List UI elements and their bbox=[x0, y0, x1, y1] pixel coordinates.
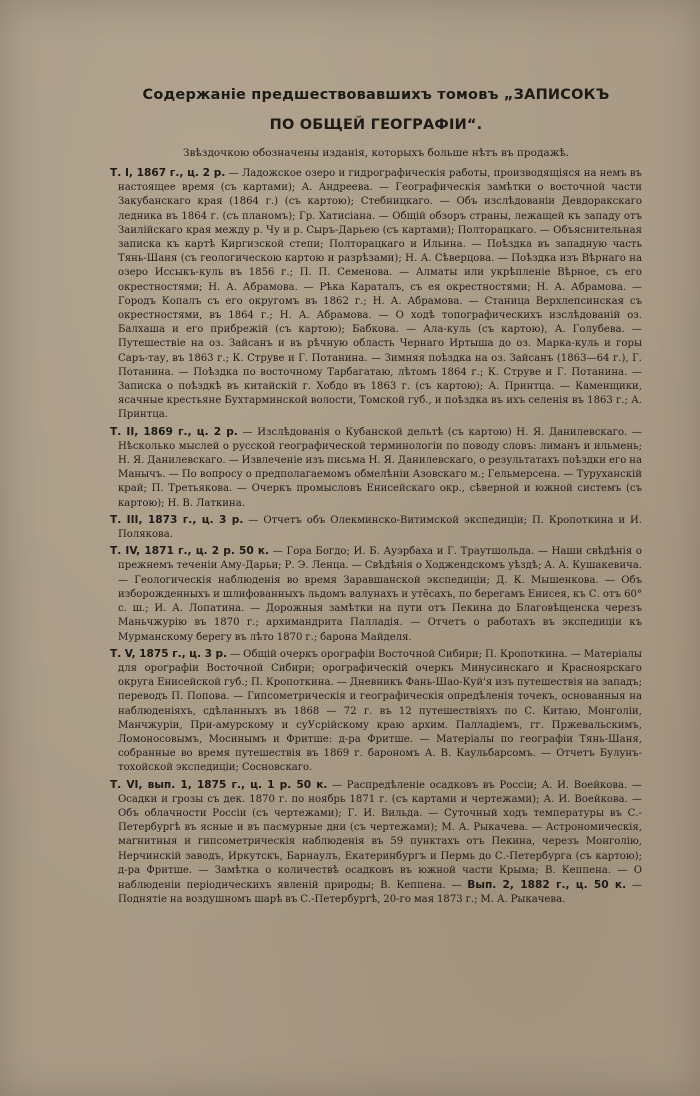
volume-heading-2: Т. II, 1869 г., ц. 2 р. bbox=[110, 425, 238, 438]
issue-contents-6-2: — Поднятіе на воздушномъ шарѣ въ С.-Петербургѣ, 20-го мая 1873 г.; М. А. Рыкачева. bbox=[118, 879, 642, 906]
title-line-2: ПО ОБЩЕЙ ГЕОГРАФІИ“. bbox=[269, 117, 483, 133]
volume-contents-1: — Ладожское озеро и гидрографическія работы, производящіяся на немъ въ настоящее время (съ картами); А. Андреева. — Географическія замѣтки о восточной части Закубанскаго края (1864 г.) (съ картою); Стебницкаго. — Объ изслѣдованіи Девдоракскаго ледника въ 1864 г. (съ планомъ); Гр. Хатисіана. — Общій обзоръ страны, лежащей къ западу отъ Заилійскаго края между р. Чу и р. Сыръ-Дарьею (съ картами); Полторацкаго. — Объяснительная записка къ картѣ Киргизской степи; Полторацкаго и Ильина. — Поѣздка въ западную часть Тянь-Шаня (съ геологическою картою и разрѣзами); Н. А. Сѣверцова. — Поѣздка изъ Вѣрнаго на озеро Иссыкъ-куль въ 1856 г.; П. П. Семенова. — Алматы или укрѣпленіе Вѣрное, съ его окрестностями; Н. А. Абрамова. — Рѣка Караталъ, съ ея окрестностями; Н. А. Абрамова. — Городъ Копалъ съ его округомъ въ 1862 г.; Н. А. Абрамова. — Станица Верхлепсинская съ окрестностями, въ 1864 г.; Н. А. Абрамова. — О ходѣ топографическихъ изслѣдованій оз. Балхаша и его прибрежій (съ картою); Бабкова. — Ала-куль (съ картою), А. Голубева. — Путешествіе на оз. Зайсанъ и въ рѣчную область Чернаго Иртыша до оз. Марка-куль и горы Саръ-тау, въ 1863 г.; К. Струве и Г. Потанина. — Зимняя поѣздка на оз. Зайсанъ (1863—64 г.), Г. Потанина. — Поѣздка по восточному Тарбагатаю, лѣтомъ 1864 г.; К. Струве и Г. Потанина. — Записка о поѣздкѣ въ китайскій г. Хобдо въ 1863 г. (съ картою); А. Принтца. — Каменщики, ясачные крестьяне Бухтарминской волости, Томской губ., и поѣздка въ ихъ селенія въ 1863 г.; А. Принтца. bbox=[118, 168, 642, 421]
volume-heading-6: Т. VI, вып. 1, 1875 г., ц. 1 р. 50 к. bbox=[110, 778, 328, 791]
title-line-1: Содержаніе предшествовавшихъ томовъ „ЗАПИСОКЪ bbox=[142, 87, 610, 103]
volume-heading-1: Т. I, 1867 г., ц. 2 р. bbox=[110, 167, 226, 179]
issue-heading-6-2: Вып. 2, 1882 г., ц. 50 к. bbox=[467, 878, 627, 891]
volume-heading-4: Т. IV, 1871 г., ц. 2 р. 50 к. bbox=[110, 545, 270, 558]
availability-note: Звѣздочкою обозначены изданія, которыхъ больше нѣтъ въ продажѣ. bbox=[182, 147, 570, 159]
volume-heading-3: Т. III, 1873 г., ц. 3 р. bbox=[110, 513, 244, 526]
volume-entry-6 bbox=[110, 778, 642, 908]
volume-entry-2 bbox=[110, 425, 642, 511]
volume-heading-5: Т. V, 1875 г., ц. 3 р. bbox=[110, 647, 228, 660]
volume-contents-4: — Гора Богдо; И. Б. Ауэрбаха и Г. Траутшольда. — Наши свѣдѣнія о прежнемъ теченіи Аму-Дарьи; Р. Э. Ленца. — Свѣдѣнія о Ходжендскомъ уѣздѣ; А. А. Кушакевича. — Геологическія наблюденія во время Заравшанской экспедиціи; Д. К. Мышенкова. — Объ изборожденныхъ и шлифованныхъ льдомъ валунахъ и утёсахъ, по берегамъ Енисея, къ С. отъ 60° с. ш.; И. А. Лопатина. — Дорожныя замѣтки на пути отъ Пекина до Благовѣщенска черезъ Маньчжурію въ 1870 г.; архимандрита Палладія. — Отчетъ о работахъ въ экспедиціи къ Мурманскому берегу въ лѣто 1870 г.; барона Майделя. bbox=[118, 546, 642, 643]
volume-contents-6: — Распредѣленіе осадковъ въ Россіи; А. И. Воейкова. — Осадки и грозы съ дек. 1870 г. по ноябрь 1871 г. (съ картами и чертежами); А. И. Воейкова. — Объ облачности Россіи (съ чертежами); Г. И. Вильда. — Суточный ходъ температуры въ С.-Петербургѣ въ ясные и въ пасмурные дни (съ чертежами); М. А. Рыкачева. — Астрономическія, магнитныя и гипсометрическія наблюденія въ 59 пунктахъ отъ Пекина, черезъ Монголію, Нерчинскій заводъ, Иркутскъ, Барнаулъ, Екатеринбургъ и Пермь до С.-Петербурга (съ картою); д-ра Фритше. — Замѣтка о количествѣ осадковъ въ южной части Крыма; В. Кеппена. — О наблюденіи періодическихъ явленій природы; В. Кеппена. — bbox=[118, 779, 642, 891]
volume-entry-4 bbox=[110, 544, 642, 644]
page-title bbox=[110, 80, 642, 140]
volume-entry-5 bbox=[110, 647, 642, 776]
volume-contents-2: — Изслѣдованія о Кубанской дельтѣ (съ картою) Н. Я. Данилевскаго. — Нѣсколько мыслей о русской географической терминологіи по поводу словъ: лиманъ и ильмень; Н. Я. Данилевскаго. — Извлеченіе изъ письма Н. Я. Данилевскаго, о результатахъ поѣздки его на Манычъ. — По вопросу о предполагаемомъ обмелѣніи Азовскаго м.; Гельмерсена. — Туруханскій край; П. Третьякова. — Очеркъ промысловъ Енисейскаго окр., сѣверной и южной системъ (съ картою); Н. В. Латкина. bbox=[118, 426, 642, 509]
volume-contents-3: — Отчетъ объ Олекминско-Витимской экспедиціи; П. Кропоткина и И. Полякова. bbox=[118, 514, 642, 541]
volume-entry-1 bbox=[110, 166, 642, 423]
volume-contents-5: — Общій очеркъ орографіи Восточной Сибири; П. Кропоткина. — Матеріалы для орографіи Восточной Сибири; орографическій очеркъ Минусинскаго и Красноярскаго округа Енисейской губ.; П. Кропоткина. — Дневникъ Фань-Шао-Куй'я изъ путешествія на западъ; переводъ П. Попова. — Гипсометрическія и географическія опредѣленія точекъ, основанныя на наблюденіяхъ, сдѣланныхъ въ 1868 — 72 г. въ 12 путешествіяхъ по С. Китаю, Монголіи, Манчжуріи, При-амурскому и суУсрійскому краю архим. Палладіемъ, гг. Пржевальскимъ, Ломоносовымъ, Мосинымъ и Фритше: д-ра Фритше. — Матеріалы по географіи Тянь-Шаня, собранные во время путешествія въ 1869 г. барономъ А. В. Каульбарсомъ. — Отчетъ Булунъ-тохойской экспедиціи; Сосновскаго. bbox=[118, 648, 642, 774]
volume-entry-3 bbox=[110, 513, 642, 542]
